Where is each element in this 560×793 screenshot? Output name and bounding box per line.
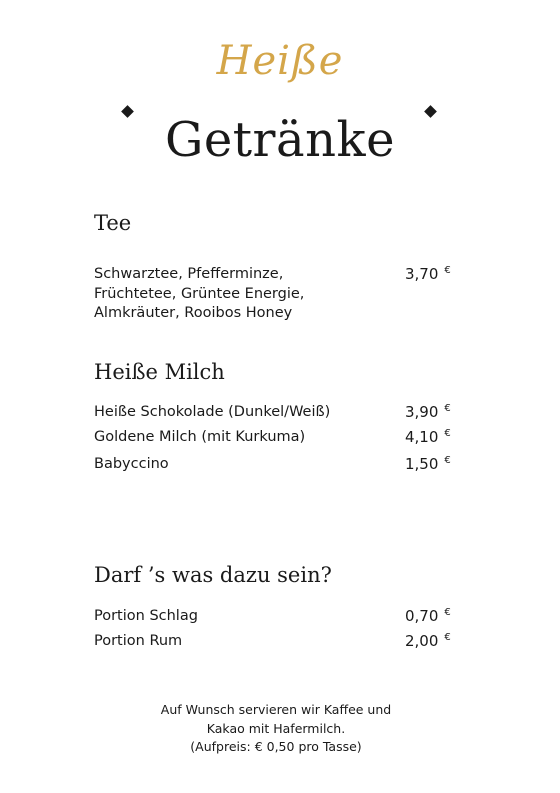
footer-note-line: Kakao mit Hafermilch. — [206, 720, 346, 736]
menu-item-tee — [94, 265, 404, 324]
item-line: Almkräuter, Rooibos Honey — [94, 305, 293, 321]
item-price: 0,70 € — [405, 607, 451, 625]
item-price: 3,90 € — [405, 403, 451, 421]
menu-item — [94, 455, 404, 475]
item-line: Goldene Milch (mit Kurkuma) — [94, 429, 306, 445]
item-price: 1,50 € — [405, 455, 451, 473]
item-line: Babyccino — [94, 456, 169, 472]
script-title: Heiße — [216, 38, 344, 84]
section-title-heisse-milch: Heiße Milch — [94, 360, 225, 384]
footer-note-line: (Aufpreis: € 0,50 pro Tasse) — [190, 739, 362, 754]
item-line: Früchtetee, Grüntee Energie, — [94, 285, 305, 302]
menu-item — [94, 428, 404, 448]
item-line: Portion Schlag — [94, 608, 198, 624]
menu-item — [94, 607, 404, 627]
main-title: Getränke — [164, 112, 395, 168]
section-title-tee: Tee — [94, 211, 132, 235]
footer-note-line: Auf Wunsch servieren wir Kaffee und — [160, 702, 392, 717]
item-price: 3,70 € — [405, 265, 451, 283]
menu-item — [94, 632, 404, 652]
section-title-extras: Darf ’s was dazu sein? — [94, 563, 332, 587]
item-price: 2,00 € — [405, 632, 451, 650]
footer-note — [0, 701, 552, 757]
item-line: Schwarztee, Pfefferminze, — [94, 266, 284, 282]
item-price: 4,10 € — [405, 428, 451, 446]
item-line: Heiße Schokolade (Dunkel/Weiß) — [94, 404, 331, 420]
menu-item — [94, 403, 404, 423]
item-line: Portion Rum — [94, 633, 183, 649]
